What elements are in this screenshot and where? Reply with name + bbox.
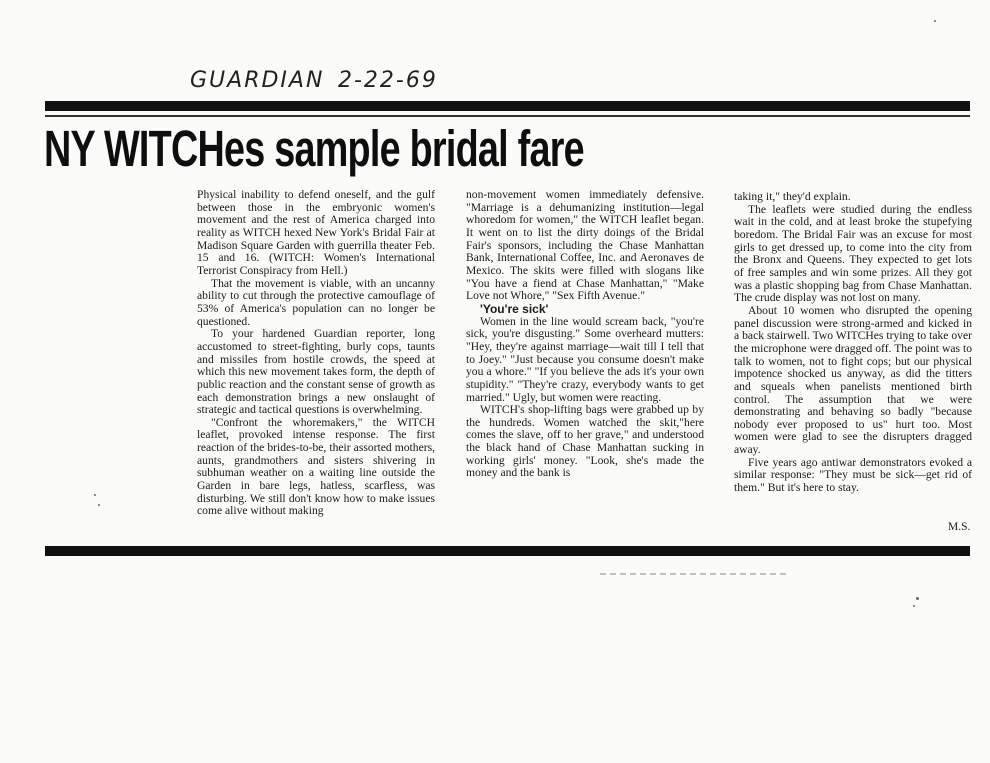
paragraph: Women in the line would scream back, "you're sick, you're disgusting." Some overheard mutters: "Hey, they're against marriage—wait till I tell that to Joey." "Just because you consume doesn't make you a whore." "If you believe the ads it's your own stupidity." "They're crazy, everybody wants to get married." Ugly, but women were reacting.	[466, 314, 704, 404]
handwritten-annotation	[190, 64, 470, 104]
paragraph: "Confront the whoremakers," the WITCH leaflet, provoked intense response. The first reaction of the brides-to-be, their assorted mothers, aunts, grandmothers and sisters shivering in subhuman weather on a waiting line outside the Garden in bare legs, hatless, scarfless, was disturbing. We still don't know how to make issues come alive without making	[197, 415, 435, 518]
article-column-3	[734, 191, 972, 495]
paragraph: To your hardened Guardian reporter, long accustomed to street-fighting, burly cops, taunts and missiles from hostile crowds, the speed at which this new movement takes form, the depth of public reaction and the constant sense of growth as each demonstration brings a new onslaught of strategic and tactical questions is overwhelming.	[197, 327, 435, 417]
scan-speck	[934, 20, 936, 22]
subheading: 'You're sick'	[480, 301, 549, 316]
article-column-1	[197, 189, 435, 518]
scan-speck	[98, 504, 100, 506]
handwritten-date: 2-22-69	[338, 68, 438, 93]
bottom-rule	[45, 546, 970, 556]
top-thin-rule	[45, 115, 970, 117]
top-rule	[45, 101, 970, 111]
scan-speck	[913, 605, 915, 607]
paragraph: Five years ago antiwar demonstrators evoked a similar response: "They must be sick—get rid of them." But it's here to stay.	[734, 455, 972, 495]
paragraph: non-movement women immediately defensive. "Marriage is a dehumanizing institution—legal whoredom for women," the WITCH leaflet began. It went on to list the dirty doings of the Bridal Fair's sponsors, including the Chase Manhattan Bank, International Coffee, Inc. and Aeronaves de Mexico. The skits were filled with slogans like "You have a fiend at Chase Manhattan," "Make Love not Whore," "Sex Fifth Avenue."	[466, 188, 704, 303]
paragraph: WITCH's shop-lifting bags were grabbed up by the hundreds. Women watched the skit,"here comes the slave, off to her grave," and understood the black hand of Chase Manhattan sucking in working girls' money. "Look, she's made the money and the bank is	[466, 403, 704, 480]
paragraph: About 10 women who disrupted the opening panel discussion were strong-armed and kicked in a back stairwell. Two WITCHes trying to take over the microphone were dragged off. The point was to talk to women, not to fight cops; but our physical impotence shocked us anyway, as did the titters and squeals when panelists mentioned birth control. The assumption that we were demonstrating and behaving so badly "because nobody ever proposed to us" hurt too. Most women were glad to see the disrupters dragged away.	[734, 303, 972, 457]
article-column-2	[466, 189, 704, 480]
scan-smudge	[600, 573, 790, 575]
paragraph: Physical inability to defend oneself, and the gulf between those in the embryonic women's movement and the rest of America charged into reality as WITCH hexed New York's Bridal Fair at Madison Square Garden with guerrilla theater Feb. 15 and 16. (WITCH: Women's International Terrorist Conspiracy from Hell.)	[197, 188, 435, 277]
paragraph: The leaflets were studied during the endless wait in the cold, and at least broke the stupefying boredom. The Bridal Fair was an excuse for most girls to get dressed up, to come into the city from the Bronx and Queens. They expected to get lots of free samples and win some prizes. All they got was a plastic shopping bag from Chase Manhattan. The crude display was not lost on many.	[734, 202, 972, 305]
paragraph: taking it," they'd explain.	[734, 190, 851, 203]
scan-speck	[916, 597, 919, 600]
scan-speck	[94, 494, 96, 496]
handwritten-paper-name: GUARDIAN	[190, 68, 325, 93]
headline: NY WITCHes sample bridal fare	[44, 120, 584, 177]
byline: M.S.	[948, 521, 971, 533]
paragraph: That the movement is viable, with an uncanny ability to cut through the protective camouflage of 53% of America's population can no longer be questioned.	[197, 276, 435, 328]
